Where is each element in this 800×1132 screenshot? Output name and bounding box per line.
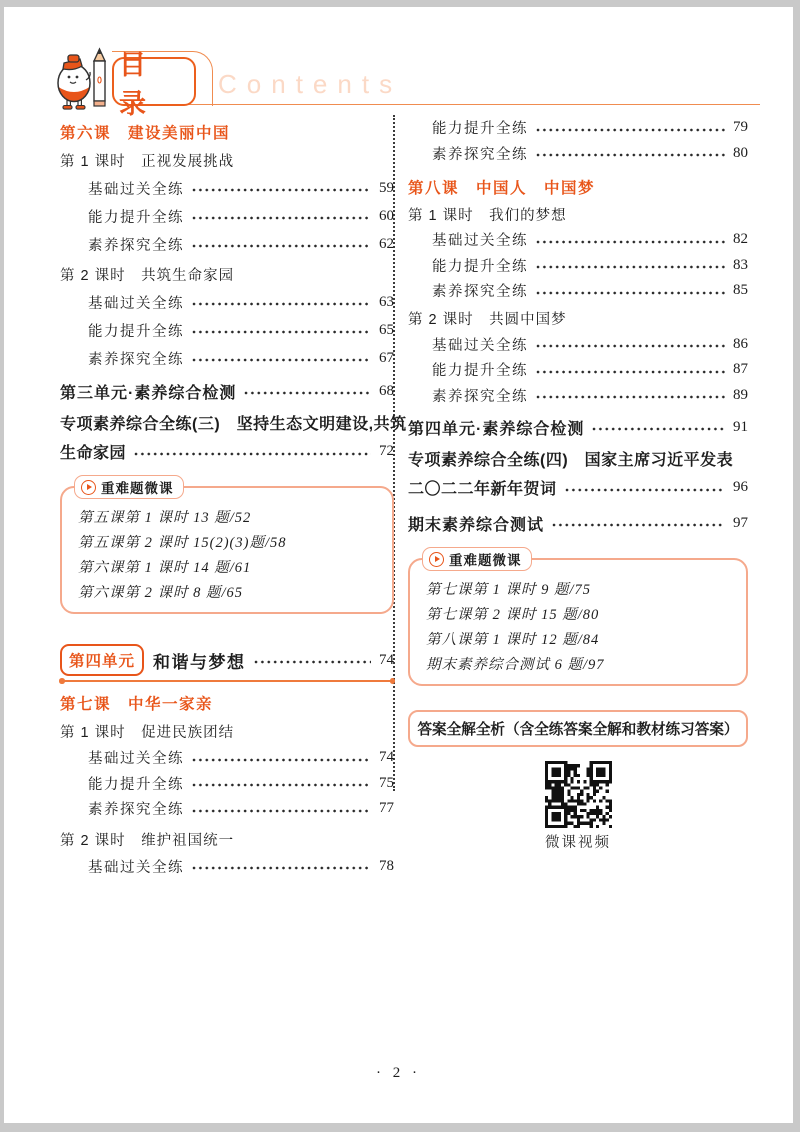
entry-page-number: 89 [733,386,748,403]
entry-label: 素养探究全练 [88,351,184,368]
entry-page-number: 87 [733,361,748,378]
entry-page-number: 91 [733,418,748,435]
special-entry-line1: 专项素养综合全练(三) 坚持生态文明建设,共筑 [60,416,407,433]
banner-end-dot [390,678,396,684]
toc-entry [408,141,748,167]
dot-leader [191,803,371,815]
dot-leader [535,338,725,350]
microclass-box-tag [422,547,532,571]
microclass-item: 第五课第 2 课时 15(2)(3)题/58 [78,535,287,551]
hard-question-microclass-box [60,481,394,614]
lesson-heading: 第 1 课时 正视发展挑战 [60,153,235,170]
entry-label: 基础过关全练 [88,295,184,312]
lesson-heading: 第 2 课时 共筑生命家园 [60,267,235,284]
qr-section [408,761,748,852]
entry-label: 第四单元·素养综合检测 [408,420,585,438]
microclass-item: 第七课第 1 课时 9 题/75 [426,582,592,598]
microclass-item: 期末素养综合测试 6 题/97 [426,657,605,673]
special-entry-line2 [60,437,394,466]
toc-entry [60,745,394,771]
toc-page [4,7,793,1123]
hard-question-microclass-box [408,553,748,686]
toc-entry [408,278,748,304]
entry-page-number: 74 [379,651,394,668]
toc-left-column [60,117,407,879]
microclass-item: 第八课第 1 课时 12 题/84 [426,632,600,648]
dot-leader [535,285,725,297]
entry-page-number: 77 [379,800,394,817]
dot-leader [191,210,371,222]
toc-entry [408,332,748,358]
microclass-box-title: 重难题微课 [449,553,522,568]
entry-label: 能力提升全练 [432,258,528,275]
toc-entry [60,344,394,372]
banner-end-dot [59,678,65,684]
toc-entry [408,115,748,141]
dot-leader [191,752,371,764]
dot-leader [191,238,371,250]
egg-character-with-pencil-icon [50,47,116,118]
toc-entry [60,316,394,344]
toc-entry [408,357,748,383]
dot-leader [551,517,725,529]
unit4-badge: 第四单元 [60,644,144,676]
entry-label: 基础过关全练 [432,337,528,354]
course-heading: 第七课 中华一家亲 [60,695,214,713]
entry-label: 期末素养综合测试 [408,516,545,534]
entry-label: 素养探究全练 [88,802,184,819]
entry-page-number: 63 [379,293,394,310]
lesson-heading: 第 2 课时 共圆中国梦 [408,312,567,328]
special-entry-line2 [408,473,748,502]
lesson-heading: 第 1 课时 促进民族团结 [60,724,235,741]
page-number: · 2 · [376,1065,421,1081]
dot-leader [191,860,371,872]
header-underline [130,104,760,105]
entry-page-number: 65 [379,321,394,338]
entry-label: 能力提升全练 [88,776,184,793]
play-icon [81,480,96,495]
toc-entry [60,230,394,258]
entry-page-number: 78 [379,857,394,874]
dot-leader [535,259,725,271]
dot-leader [535,122,725,134]
unit-test-entry [408,412,748,442]
entry-label: 第三单元·素养综合检测 [60,384,237,402]
entry-page-number: 86 [733,335,748,352]
unit4-banner-entry [60,640,394,682]
entry-page-number: 60 [379,207,394,224]
toc-entry [60,796,394,822]
entry-page-number: 62 [379,235,394,252]
dot-leader [191,296,371,308]
dot-leader [191,777,371,789]
toc-right-column [408,115,748,852]
entry-page-number: 79 [733,119,748,136]
dot-leader [535,234,725,246]
entry-label: 能力提升全练 [432,121,528,138]
lesson-heading: 第 1 课时 我们的梦想 [408,207,567,224]
entry-page-number: 83 [733,256,748,273]
qr-caption: 微课视频 [545,835,611,851]
toc-title-box [112,49,196,119]
entry-label: 基础过关全练 [432,233,528,250]
dot-leader [591,421,725,433]
entry-label: 能力提升全练 [88,323,184,340]
dot-leader [535,389,725,401]
entry-label: 能力提升全练 [88,209,184,226]
dot-leader [133,446,371,458]
special-entry-line1: 专项素养综合全练(四) 国家主席习近平发表 [408,452,734,469]
entry-label: 生命家园 [60,445,127,462]
toc-entry [60,174,394,202]
entry-label: 能力提升全练 [432,363,528,380]
entry-label: 素养探究全练 [432,388,528,405]
toc-entry [60,288,394,316]
page-title: 目 录 [119,49,151,119]
entry-page-number: 82 [733,231,748,248]
entry-label: 基础过关全练 [88,181,184,198]
dot-leader [564,482,725,494]
entry-page-number: 97 [733,514,748,531]
entry-page-number: 80 [733,144,748,161]
dot-leader [191,324,371,336]
toc-entry [60,202,394,230]
entry-label: 素养探究全练 [432,146,528,163]
entry-page-number: 74 [379,749,394,766]
course-heading: 第六课 建设美丽中国 [60,124,231,142]
dot-leader [253,654,371,666]
lesson-heading: 第 2 课时 维护祖国统一 [60,833,235,849]
dot-leader [191,352,371,364]
entry-page-number: 75 [379,774,394,791]
microclass-item: 第六课第 2 课时 8 题/65 [78,585,244,601]
toc-entry [408,253,748,279]
microclass-item: 第五课第 1 课时 13 题/52 [78,510,252,526]
entry-label: 基础过关全练 [88,859,184,876]
entry-label: 素养探究全练 [88,237,184,254]
dot-leader [243,385,371,397]
answers-banner: 答案全解全析（含全练答案全解和教材练习答案） [408,710,748,747]
entry-label: 素养探究全练 [432,284,528,301]
course-heading: 第八课 中国人 中国梦 [408,179,596,197]
entry-label: 和谐与梦想 [153,652,246,672]
toc-entry [408,383,748,409]
microclass-item: 第六课第 1 课时 14 题/61 [78,560,252,576]
microclass-item: 第七课第 2 课时 15 题/80 [426,607,600,623]
microclass-box-tag [74,475,184,499]
entry-page-number: 85 [733,282,748,299]
play-icon [429,552,444,567]
entry-page-number: 59 [379,179,394,196]
unit-test-entry [60,376,394,406]
final-test-entry [408,508,748,538]
qr-code [545,761,612,828]
microclass-box-title: 重难题微课 [101,481,174,496]
entry-page-number: 96 [733,479,748,495]
entry-label: 二〇二二年新年贺词 [408,481,557,498]
entry-label: 基础过关全练 [88,751,184,768]
toc-entry [60,854,394,880]
toc-entry [408,227,748,253]
entry-page-number: 72 [379,443,394,459]
dot-leader [535,147,725,159]
dot-leader [535,364,725,376]
contents-subtitle: Contents [218,69,403,99]
toc-entry [60,771,394,797]
dot-leader [191,182,371,194]
entry-page-number: 67 [379,349,394,366]
entry-page-number: 68 [379,382,394,399]
